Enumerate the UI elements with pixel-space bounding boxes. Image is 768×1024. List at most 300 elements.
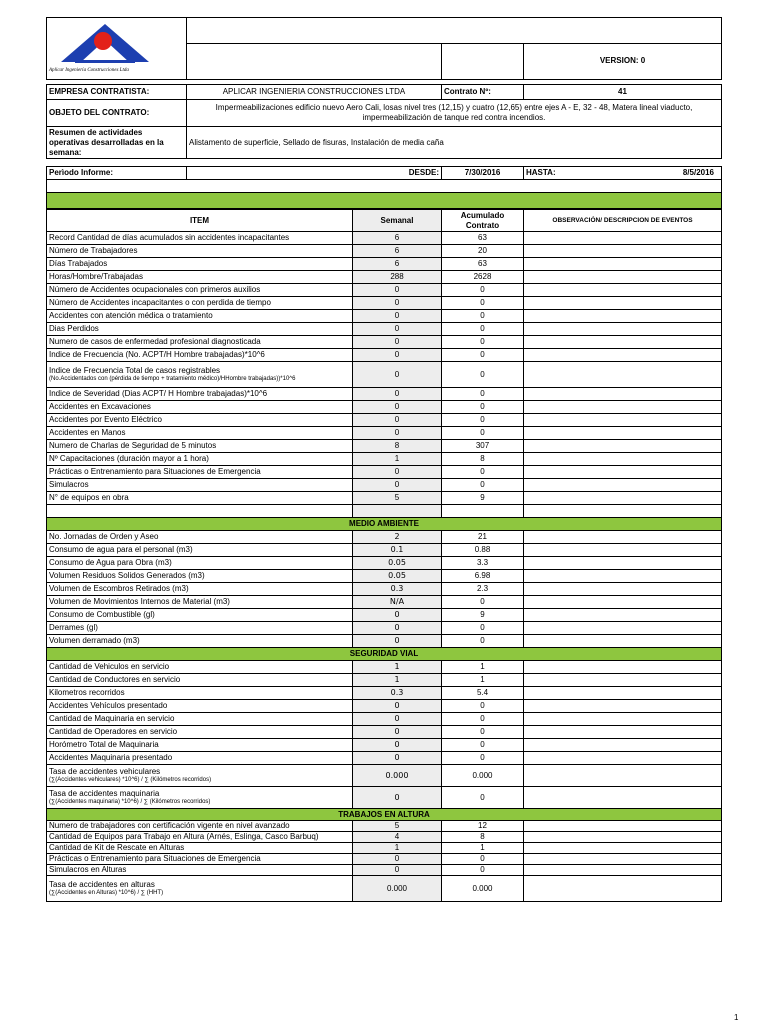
item-cell [47, 245, 353, 258]
blank [442, 505, 524, 518]
acumulado-cell: 0 [442, 596, 524, 609]
semanal-cell: 0 [353, 362, 442, 388]
table-row [47, 310, 722, 323]
semanal-cell: 0 [353, 297, 442, 310]
semanal-cell: 0.05 [353, 570, 442, 583]
item-label: Accidentes en Manos [49, 428, 126, 437]
item-cell [47, 661, 353, 674]
item-label: Accidentes en Excavaciones [49, 402, 151, 411]
semanal-cell: 0 [353, 349, 442, 362]
table-row [47, 323, 722, 336]
item-label: Número de Accidentes ocupacionales con primeros auxilios [49, 285, 261, 294]
observacion-cell [524, 752, 722, 765]
semanal-cell: 6 [353, 245, 442, 258]
item-cell [47, 388, 353, 401]
item-cell [47, 622, 353, 635]
item-label: Número de Accidentes incapacitantes o con perdida de tiempo [49, 298, 271, 307]
item-cell [47, 323, 353, 336]
header-blank [187, 18, 722, 44]
observacion-cell [524, 479, 722, 492]
section-medio: MEDIO AMBIENTE [47, 518, 722, 531]
item-cell [47, 544, 353, 557]
item-cell [47, 284, 353, 297]
section-vial: SEGURIDAD VIAL [47, 648, 722, 661]
item-cell [47, 583, 353, 596]
item-label: Tasa de accidentes maquinaria [49, 789, 160, 798]
item-cell [47, 557, 353, 570]
item-cell [47, 492, 353, 505]
observacion-cell [524, 414, 722, 427]
semanal-cell: 0.05 [353, 557, 442, 570]
observacion-cell [524, 700, 722, 713]
item-cell [47, 787, 353, 809]
item-label: Dias Perdidos [49, 324, 99, 333]
acumulado-cell: 0 [442, 479, 524, 492]
resumen-value: Alistamento de superficie, Sellado de fisuras, Instalación de media caña [187, 127, 722, 159]
main-rows [47, 232, 722, 505]
item-label: Prácticas o Entrenamiento para Situaciones de Emergencia [49, 467, 261, 476]
observacion-cell [524, 557, 722, 570]
observacion-cell [524, 583, 722, 596]
acumulado-cell: 3.3 [442, 557, 524, 570]
observacion-cell [524, 245, 722, 258]
item-cell [47, 297, 353, 310]
observacion-cell [524, 453, 722, 466]
table-row [47, 843, 722, 854]
item-label: Accidentes con atención médica o tratamiento [49, 311, 213, 320]
item-cell [47, 466, 353, 479]
observacion-cell [524, 258, 722, 271]
item-cell [47, 843, 353, 854]
table-row [47, 362, 722, 388]
table-row [47, 832, 722, 843]
semanal-cell: 1 [353, 843, 442, 854]
observacion-cell [524, 570, 722, 583]
observacion-cell [524, 284, 722, 297]
semanal-cell: 288 [353, 271, 442, 284]
semanal-cell: 0.3 [353, 687, 442, 700]
observacion-cell [524, 661, 722, 674]
observacion-cell [524, 427, 722, 440]
acumulado-cell: 0 [442, 787, 524, 809]
item-cell [47, 635, 353, 648]
item-label: Días Trabajados [49, 259, 108, 268]
item-note: (∑(Accidentes en Alturas) *10^6) / ∑ (HHT) [49, 890, 164, 896]
item-cell [47, 700, 353, 713]
item-cell [47, 570, 353, 583]
acumulado-cell: 6.98 [442, 570, 524, 583]
item-cell [47, 687, 353, 700]
semanal-cell: 0 [353, 726, 442, 739]
item-cell [47, 876, 353, 902]
item-label: Consumo de agua para el personal (m3) [49, 545, 193, 554]
observacion-cell [524, 336, 722, 349]
vial-rows [47, 661, 722, 809]
item-label: Horas/Hombre/Trabajadas [49, 272, 143, 281]
observacion-cell [524, 765, 722, 787]
acumulado-cell: 20 [442, 245, 524, 258]
observacion-cell [524, 531, 722, 544]
table-row [47, 570, 722, 583]
item-label: Indice de Frecuencia Total de casos registrables [49, 366, 221, 375]
table-row [47, 557, 722, 570]
item-cell [47, 349, 353, 362]
table-row [47, 876, 722, 902]
acumulado-cell: 0 [442, 635, 524, 648]
semanal-cell: 0 [353, 427, 442, 440]
semanal-cell: 0 [353, 466, 442, 479]
semanal-cell: 0 [353, 323, 442, 336]
acumulado-cell: 0 [442, 310, 524, 323]
observacion-cell [524, 635, 722, 648]
item-label: Cantidad de Vehiculos en servicio [49, 662, 170, 671]
item-label: Tasa de accidentes vehiculares [49, 767, 161, 776]
table-row [47, 865, 722, 876]
table-row [47, 544, 722, 557]
acumulado-cell: 9 [442, 609, 524, 622]
header-blank-3 [442, 43, 524, 79]
table-row [47, 609, 722, 622]
table-row [47, 821, 722, 832]
acumulado-cell: 0 [442, 752, 524, 765]
acumulado-cell: 8 [442, 832, 524, 843]
acumulado-cell: 0 [442, 323, 524, 336]
medio-rows [47, 531, 722, 648]
observacion-cell [524, 310, 722, 323]
col-item: ITEM [47, 210, 353, 232]
item-label: Numero de Charlas de Seguridad de 5 minutos [49, 441, 217, 450]
semanal-cell: N/A [353, 596, 442, 609]
observacion-cell [524, 713, 722, 726]
acumulado-cell: 0 [442, 700, 524, 713]
observacion-cell [524, 232, 722, 245]
table-row [47, 739, 722, 752]
blank [353, 505, 442, 518]
item-cell [47, 479, 353, 492]
semanal-cell: 4 [353, 832, 442, 843]
item-cell [47, 336, 353, 349]
item-note: (∑(Accidentes vehiculares) *10^6) / ∑ (Kilómetros recorridos) [49, 777, 212, 783]
item-label: Volumen Residuos Solidos Generados (m3) [49, 571, 205, 580]
item-label: Prácticas o Entrenamiento para Situaciones de Emergencia [49, 854, 261, 863]
version-label: VERSION: 0 [524, 43, 722, 79]
acumulado-cell: 0.88 [442, 544, 524, 557]
item-cell [47, 832, 353, 843]
acumulado-cell: 0 [442, 336, 524, 349]
table-row [47, 596, 722, 609]
table-row [47, 284, 722, 297]
item-cell [47, 739, 353, 752]
info-table [46, 84, 722, 209]
objeto-label: OBJETO DEL CONTRATO: [47, 100, 187, 127]
item-cell [47, 609, 353, 622]
acumulado-cell: 21 [442, 531, 524, 544]
observacion-cell [524, 544, 722, 557]
item-cell [47, 232, 353, 245]
observacion-cell [524, 787, 722, 809]
semanal-cell: 0 [353, 622, 442, 635]
semanal-cell: 0 [353, 284, 442, 297]
observacion-cell [524, 323, 722, 336]
acumulado-cell: 0 [442, 865, 524, 876]
item-label: Numero de casos de enfermedad profesional diagnosticada [49, 337, 261, 346]
hasta-cell [524, 167, 722, 180]
item-label: Derrames (gl) [49, 623, 98, 632]
item-label: No. Jornadas de Orden y Aseo [49, 532, 159, 541]
semanal-cell: 0 [353, 414, 442, 427]
acumulado-cell: 0 [442, 388, 524, 401]
item-label: Volumen de Movimientos Internos de Material (m3) [49, 597, 230, 606]
table-row [47, 622, 722, 635]
desde-value: 7/30/2016 [442, 167, 524, 180]
semanal-cell: 0 [353, 635, 442, 648]
observacion-cell [524, 401, 722, 414]
header-blank-2 [187, 43, 442, 79]
item-label: Consumo de Agua para Obra (m3) [49, 558, 172, 567]
table-row [47, 531, 722, 544]
observacion-cell [524, 854, 722, 865]
col-acumulado: Acumulado Contrato [442, 210, 524, 232]
semanal-cell: 0.3 [353, 583, 442, 596]
semanal-cell: 5 [353, 821, 442, 832]
item-cell [47, 271, 353, 284]
acumulado-cell: 0 [442, 414, 524, 427]
table-row [47, 349, 722, 362]
item-cell [47, 414, 353, 427]
acumulado-cell: 5.4 [442, 687, 524, 700]
table-row [47, 388, 722, 401]
empresa-value: APLICAR INGENIERIA CONSTRUCCIONES LTDA [187, 85, 442, 100]
contrato-value: 41 [524, 85, 722, 100]
table-row [47, 854, 722, 865]
semanal-cell: 0 [353, 739, 442, 752]
observacion-cell [524, 843, 722, 854]
acumulado-cell: 0 [442, 362, 524, 388]
observacion-cell [524, 832, 722, 843]
blank [524, 505, 722, 518]
item-note: (∑(Accidentes maquinaria) *10^6) / ∑ (Kilómetros recorridos) [49, 799, 211, 805]
observacion-cell [524, 297, 722, 310]
logo-text: Aplicar Ingeniería Construcciones Ltda [49, 68, 129, 73]
item-label: Accidentes Vehículos presentado [49, 701, 168, 710]
objeto-value: Impermeabilizaciones edificio nuevo Aero Cali, losas nivel tres (12,15) y cuatro (12,65) entre ejes A - E, 32 - 48, Matera lineal viaducto, impermeabilización de tanque red contra incendios. [187, 100, 722, 127]
acumulado-cell: 0 [442, 401, 524, 414]
acumulado-cell: 0 [442, 622, 524, 635]
item-label: Cantidad de Equipos para Trabajo en Altura (Arnés, Eslinga, Casco Barbuq) [49, 832, 319, 841]
item-label: N° de equipos en obra [49, 493, 129, 502]
table-row [47, 336, 722, 349]
semanal-cell: 6 [353, 232, 442, 245]
spacer [47, 159, 722, 167]
table-row [47, 787, 722, 809]
observacion-cell [524, 609, 722, 622]
header-table [46, 17, 722, 80]
acumulado-cell: 0.000 [442, 765, 524, 787]
empresa-label: EMPRESA CONTRATISTA: [47, 85, 187, 100]
table-row [47, 583, 722, 596]
semanal-cell: 0.000 [353, 876, 442, 902]
semanal-cell: 0 [353, 609, 442, 622]
acumulado-cell: 12 [442, 821, 524, 832]
table-row [47, 700, 722, 713]
semanal-cell: 0.1 [353, 544, 442, 557]
table-row [47, 765, 722, 787]
table-row [47, 713, 722, 726]
table-row [47, 466, 722, 479]
acumulado-cell: 1 [442, 674, 524, 687]
item-label: Indice de Severidad (Dias ACPT/ H Hombre trabajadas)*10^6 [49, 389, 268, 398]
acumulado-cell: 2.3 [442, 583, 524, 596]
observacion-cell [524, 492, 722, 505]
acumulado-cell: 0 [442, 349, 524, 362]
observacion-cell [524, 596, 722, 609]
observacion-cell [524, 388, 722, 401]
table-row [47, 297, 722, 310]
item-cell [47, 531, 353, 544]
observacion-cell [524, 876, 722, 902]
item-label: Kilometros recorridos [49, 688, 125, 697]
acumulado-cell: 1 [442, 661, 524, 674]
observacion-cell [524, 726, 722, 739]
item-label: Consumo de Combustible (gl) [49, 610, 155, 619]
item-label: Cantidad de Operadores en servicio [49, 727, 178, 736]
semanal-cell: 8 [353, 440, 442, 453]
semanal-cell: 0 [353, 854, 442, 865]
item-label: Simulacros en Alturas [49, 865, 127, 874]
altura-rows [47, 821, 722, 902]
semanal-cell: 2 [353, 531, 442, 544]
semanal-cell: 0 [353, 713, 442, 726]
semanal-cell: 5 [353, 492, 442, 505]
observacion-cell [524, 865, 722, 876]
acumulado-cell: 0.000 [442, 876, 524, 902]
item-label: Accidentes por Evento Eléctrico [49, 415, 162, 424]
table-row [47, 440, 722, 453]
section-altura: TRABAJOS EN ALTURA [47, 809, 722, 821]
table-row [47, 687, 722, 700]
item-label: Cantidad de Kit de Rescate en Alturas [49, 843, 185, 852]
company-logo [47, 18, 187, 80]
item-label: Número de Trabajadores [49, 246, 138, 255]
contrato-label: Contrato Nº: [442, 85, 524, 100]
semanal-cell: 0 [353, 388, 442, 401]
observacion-cell [524, 466, 722, 479]
col-observacion: OBSERVACIÓN/ DESCRIPCION DE EVENTOS [524, 210, 722, 232]
item-cell [47, 427, 353, 440]
semanal-cell: 0 [353, 787, 442, 809]
item-label: Indice de Frecuencia (No. ACPT/H Hombre trabajadas)*10^6 [49, 350, 265, 359]
item-label: Tasa de accidentes en alturas [49, 880, 155, 889]
table-row [47, 232, 722, 245]
semanal-cell: 1 [353, 453, 442, 466]
acumulado-cell: 9 [442, 492, 524, 505]
item-label: Accidentes Maquinaria presentado [49, 753, 173, 762]
acumulado-cell: 2628 [442, 271, 524, 284]
observacion-cell [524, 821, 722, 832]
table-row [47, 479, 722, 492]
observacion-cell [524, 674, 722, 687]
table-row [47, 635, 722, 648]
item-label: Numero de trabajadores con certificación vigente en nivel avanzado [49, 821, 290, 830]
item-label: Record Cantidad de días acumulados sin accidentes incapacitantes [49, 233, 290, 242]
item-cell [47, 713, 353, 726]
observacion-cell [524, 349, 722, 362]
desde-label: DESDE: [187, 167, 442, 180]
table-row [47, 674, 722, 687]
item-cell [47, 453, 353, 466]
item-label: Simulacros [49, 480, 89, 489]
table-row [47, 414, 722, 427]
table-row [47, 752, 722, 765]
semanal-cell: 0.000 [353, 765, 442, 787]
acumulado-cell: 0 [442, 739, 524, 752]
resumen-label: Resumen de actividades operativas desarrolladas en la semana: [47, 127, 187, 159]
item-cell [47, 310, 353, 323]
observacion-cell [524, 687, 722, 700]
item-cell [47, 752, 353, 765]
semanal-cell: 0 [353, 310, 442, 323]
table-row [47, 401, 722, 414]
item-label: Volumen derramado (m3) [49, 636, 140, 645]
item-label: Volumen de Escombros Retirados (m3) [49, 584, 189, 593]
acumulado-cell: 0 [442, 297, 524, 310]
semanal-cell: 1 [353, 674, 442, 687]
hasta-label: HASTA: [526, 168, 556, 177]
acumulado-cell: 0 [442, 726, 524, 739]
acumulado-cell: 307 [442, 440, 524, 453]
table-row [47, 258, 722, 271]
item-label: Cantidad de Conductores en servicio [49, 675, 181, 684]
observacion-cell [524, 739, 722, 752]
hasta-value: 8/5/2016 [682, 168, 714, 177]
observacion-cell [524, 622, 722, 635]
semanal-cell: 0 [353, 401, 442, 414]
semanal-cell: 0 [353, 865, 442, 876]
table-row [47, 726, 722, 739]
observacion-cell [524, 440, 722, 453]
table-row [47, 245, 722, 258]
table-row [47, 492, 722, 505]
semanal-cell: 0 [353, 752, 442, 765]
item-cell [47, 765, 353, 787]
acumulado-cell: 0 [442, 427, 524, 440]
item-cell [47, 821, 353, 832]
acumulado-cell: 0 [442, 466, 524, 479]
item-cell [47, 674, 353, 687]
acumulado-cell: 63 [442, 232, 524, 245]
indicators-table [46, 209, 722, 902]
item-cell [47, 362, 353, 388]
item-cell [47, 596, 353, 609]
acumulado-cell: 8 [442, 453, 524, 466]
item-label: Cantidad de Maquinaria en servicio [49, 714, 175, 723]
page-number: 1 [734, 1013, 739, 1022]
semanal-cell: 1 [353, 661, 442, 674]
acumulado-cell: 0 [442, 713, 524, 726]
acumulado-cell: 0 [442, 854, 524, 865]
item-cell [47, 258, 353, 271]
item-cell [47, 854, 353, 865]
item-label: Nº Capacitaciones (duración mayor a 1 hora) [49, 454, 209, 463]
item-cell [47, 865, 353, 876]
item-cell [47, 401, 353, 414]
semanal-cell: 0 [353, 700, 442, 713]
blank [47, 505, 353, 518]
semanal-cell: 6 [353, 258, 442, 271]
report-sheet [46, 17, 721, 902]
table-row [47, 453, 722, 466]
observacion-cell [524, 271, 722, 284]
